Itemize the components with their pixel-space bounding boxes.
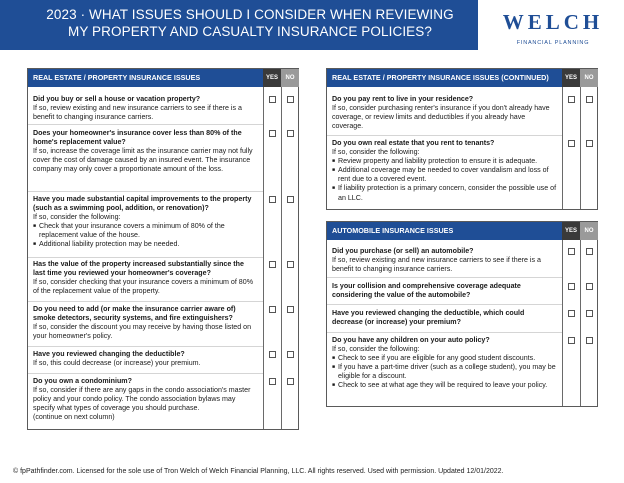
page-header <box>0 0 624 50</box>
list-item <box>332 247 557 274</box>
no-checkbox[interactable] <box>287 96 294 103</box>
no-checkbox[interactable] <box>586 248 593 255</box>
welch-logo <box>482 0 624 50</box>
yes-checkbox[interactable] <box>269 130 276 137</box>
list-item <box>332 309 557 327</box>
column-divider <box>562 240 563 406</box>
row-divider <box>28 346 263 347</box>
section-header <box>327 69 597 87</box>
no-checkbox[interactable] <box>287 378 294 385</box>
no-checkbox[interactable] <box>586 96 593 103</box>
answer-text: If so, consider the following: <box>33 213 121 222</box>
yes-checkbox[interactable] <box>269 306 276 313</box>
list-item <box>33 195 258 250</box>
no-column-header: NO <box>580 222 598 240</box>
column-divider <box>562 87 563 209</box>
list-item <box>332 139 557 203</box>
answer-text: If so, increase the coverage limit as the insurance carrier may not fully cover the cost of damage caused by an insured event. The insurance company may only cover a proportionate amount of the loss. <box>33 147 253 174</box>
question: Do you own a condominium? <box>33 377 132 385</box>
list-item <box>33 305 258 341</box>
row-divider <box>28 373 263 374</box>
bullet-item: ■ Check that your insurance covers a minimum of 80% of the replacement value of the house. <box>33 222 258 240</box>
row-divider <box>327 277 562 278</box>
column-divider <box>580 87 581 209</box>
section-title: REAL ESTATE / PROPERTY INSURANCE ISSUES (CONTINUED) <box>332 73 549 82</box>
answer-text: If so, consider purchasing renter's insurance if you don't already have coverage, or review limits and deductibles if you already have coverage. <box>332 104 550 131</box>
no-checkbox[interactable] <box>586 283 593 290</box>
section-header <box>28 69 298 87</box>
yes-checkbox[interactable] <box>269 196 276 203</box>
no-column-header: NO <box>580 69 598 87</box>
section-header <box>327 222 597 240</box>
answer-text: If so, review existing and new insurance carriers to see if there is a benefit to changing insurance carriers. <box>33 104 242 122</box>
list-item <box>33 350 258 368</box>
yes-checkbox[interactable] <box>568 337 575 344</box>
yes-checkbox[interactable] <box>269 351 276 358</box>
row-divider <box>28 301 263 302</box>
bullet-item: ■ Additional coverage may be needed to cover vandalism and loss of rent due to a covered event. <box>332 166 557 184</box>
list-item <box>332 95 557 131</box>
column-divider <box>263 87 264 429</box>
yes-checkbox[interactable] <box>568 283 575 290</box>
answer-text: If so, consider checking that your insurance covers a minimum of 80% of the replacement value of the property. <box>33 278 254 296</box>
bullet-item: ■ If you have a part-time driver (such as a college student), you may be eligible for a discount. <box>332 363 557 381</box>
question: Have you made substantial capital improvements to the property (such as a swimming pool, addition, or renovation)? <box>33 195 252 213</box>
answer-text: If so, this could decrease (or increase) your premium. <box>33 359 201 368</box>
yes-checkbox[interactable] <box>269 378 276 385</box>
automobile-section <box>326 221 598 407</box>
yes-column-header: YES <box>562 222 580 240</box>
no-checkbox[interactable] <box>287 196 294 203</box>
row-divider <box>28 191 263 192</box>
column-divider <box>281 87 282 429</box>
row-divider <box>327 135 562 136</box>
row-divider <box>327 332 562 333</box>
bullet-item: ■ Additional liability protection may be needed. <box>33 240 258 249</box>
yes-column-header: YES <box>562 69 580 87</box>
header-banner <box>0 0 478 50</box>
question: Do you have any children on your auto policy? <box>332 336 490 344</box>
real-estate-section <box>27 68 299 430</box>
bullet-item: ■ Check to see if you are eligible for any good student discounts. <box>332 354 557 363</box>
title-line-1: 2023 · WHAT ISSUES SHOULD I CONSIDER WHEN REVIEWING <box>46 7 454 22</box>
bullet-item: ■ Review property and liability protection to ensure it is adequate. <box>332 157 557 166</box>
yes-checkbox[interactable] <box>269 261 276 268</box>
no-checkbox[interactable] <box>287 261 294 268</box>
yes-column-header: YES <box>263 69 281 87</box>
no-checkbox[interactable] <box>287 306 294 313</box>
list-item <box>33 377 258 422</box>
no-checkbox[interactable] <box>586 337 593 344</box>
yes-checkbox[interactable] <box>568 96 575 103</box>
no-checkbox[interactable] <box>287 130 294 137</box>
question: Is your collision and comprehensive coverage adequate considering the value of the automobile? <box>332 282 521 300</box>
row-divider <box>327 304 562 305</box>
no-checkbox[interactable] <box>586 140 593 147</box>
question: Did you purchase (or sell) an automobile? <box>332 247 474 255</box>
logo-name: WELCH <box>502 10 604 34</box>
yes-checkbox[interactable] <box>269 96 276 103</box>
question: Do you pay rent to live in your residence? <box>332 95 474 103</box>
title-line-2: MY PROPERTY AND CASUALTY INSURANCE POLICIES? <box>67 24 432 39</box>
no-column-header: NO <box>281 69 299 87</box>
answer-text: If so, consider the following: <box>332 345 420 354</box>
real-estate-continued-section <box>326 68 598 210</box>
list-item <box>33 129 258 174</box>
question: Do you own real estate that you rent to tenants? <box>332 139 495 147</box>
row-divider <box>28 257 263 258</box>
answer-text: If so, consider the discount you may receive by having those listed on your homeowner's policy. <box>33 323 252 341</box>
no-checkbox[interactable] <box>586 310 593 317</box>
section-title: AUTOMOBILE INSURANCE ISSUES <box>332 226 454 235</box>
question: Has the value of the property increased substantially since the last time you reviewed your homeowner's coverage? <box>33 260 244 278</box>
list-item <box>332 336 557 391</box>
yes-checkbox[interactable] <box>568 310 575 317</box>
bullet-item: ■ If liability protection is a primary concern, consider the possible use of an LLC. <box>332 184 557 202</box>
copyright-footer: © fpPathfinder.com. Licensed for the sole use of Tron Welch of Welch Financial Planning, LLC. All rights reserved. Used with permission. Updated 12/01/2022. <box>13 468 504 475</box>
answer-text: If so, consider if there are any gaps in the condo association's master policy and your condo policy. The condo association bylaws may specify what types of coverage you should purchase. <box>33 386 251 413</box>
page-title <box>40 6 460 40</box>
no-checkbox[interactable] <box>287 351 294 358</box>
question: Did you buy or sell a house or vacation property? <box>33 95 201 103</box>
column-divider <box>580 240 581 406</box>
row-divider <box>28 124 263 125</box>
yes-checkbox[interactable] <box>568 248 575 255</box>
continue-note: (continue on next column) <box>33 413 115 422</box>
bullet-item: ■ Check to see at what age they will be required to leave your policy. <box>332 381 557 390</box>
list-item <box>33 95 258 122</box>
list-item <box>33 260 258 296</box>
yes-checkbox[interactable] <box>568 140 575 147</box>
question: Have you reviewed changing the deductible, which could decrease (or increase) your premium? <box>332 309 525 327</box>
question: Does your homeowner's insurance cover less than 80% of the home's replacement value? <box>33 129 242 147</box>
section-title: REAL ESTATE / PROPERTY INSURANCE ISSUES <box>33 73 201 82</box>
answer-text: If so, review existing and new insurance carriers to see if there is a benefit to changing insurance carriers. <box>332 256 541 274</box>
logo-subtitle: FINANCIAL PLANNING <box>516 40 590 46</box>
list-item <box>332 282 557 300</box>
answer-text: If so, consider the following: <box>332 148 420 157</box>
question: Do you need to add (or make the insurance carrier aware of) smoke detectors, security systems, and fire extinguishers? <box>33 305 236 323</box>
question: Have you reviewed changing the deductible? <box>33 350 185 358</box>
